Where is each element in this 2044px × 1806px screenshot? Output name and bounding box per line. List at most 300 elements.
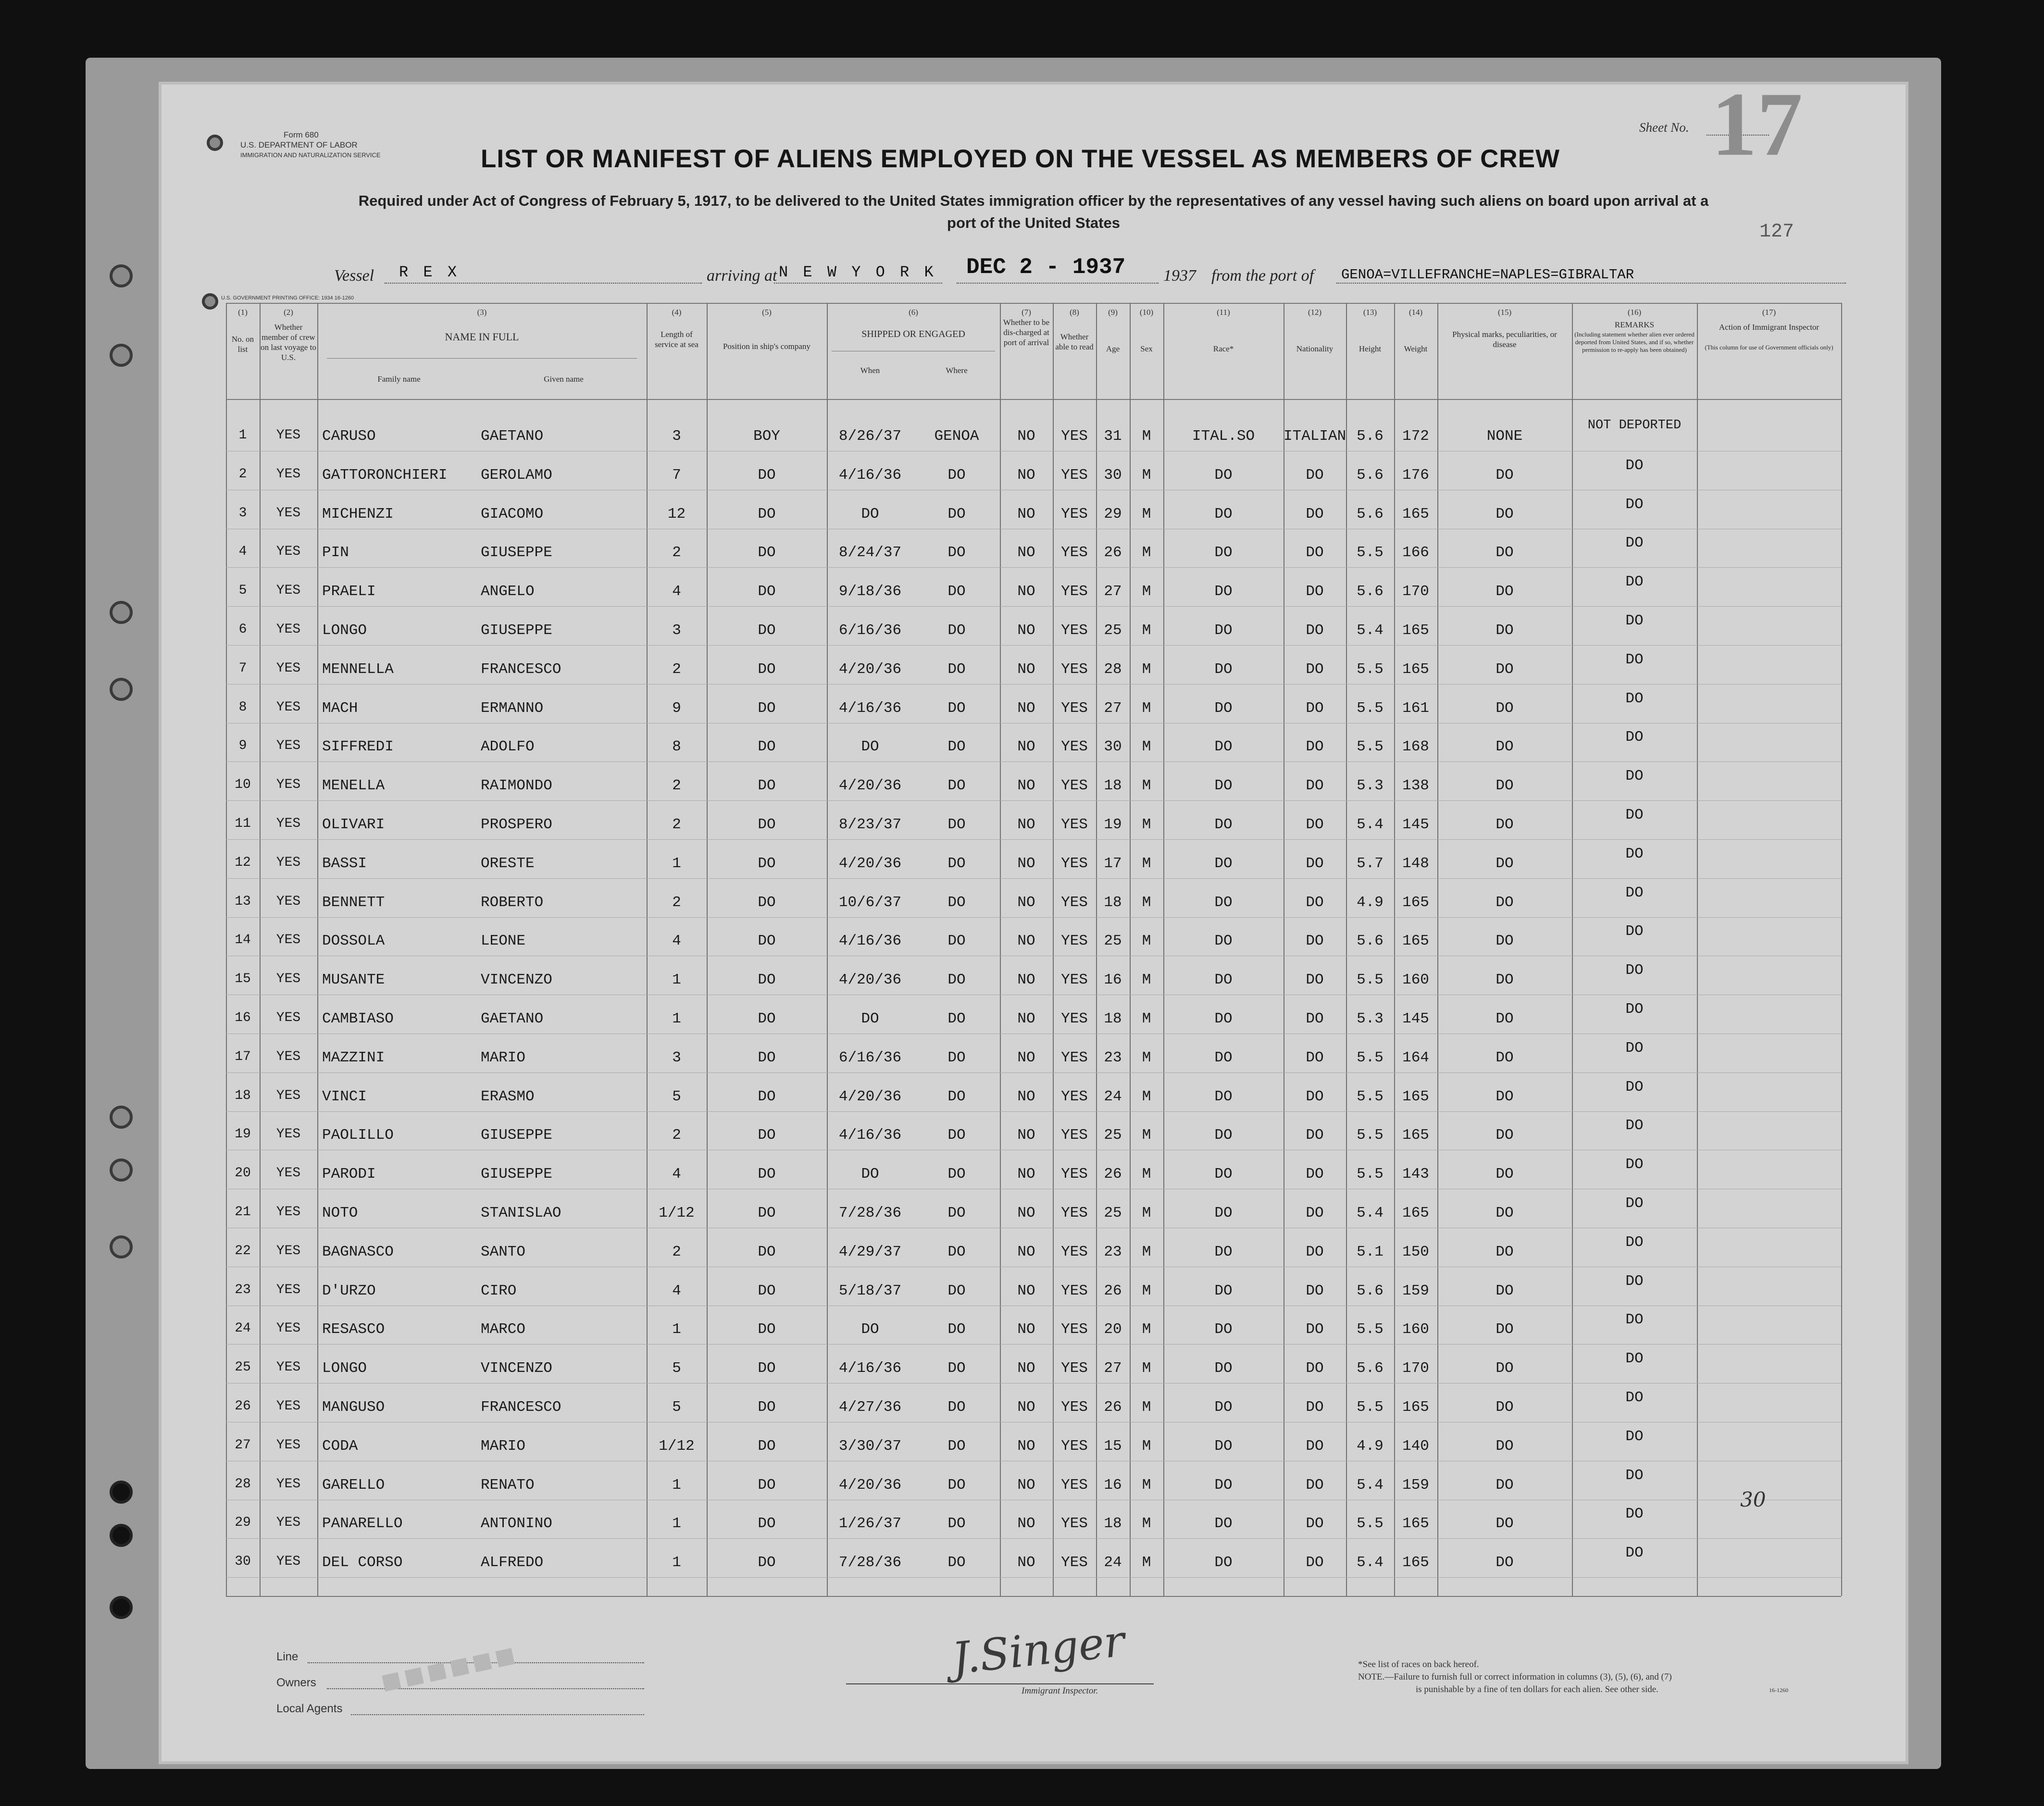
shipped-when-cell: DO — [861, 1010, 879, 1027]
nationality-cell: DO — [1306, 1282, 1324, 1299]
weight-cell: 164 — [1402, 1049, 1429, 1066]
prev-voyage-cell: YES — [276, 1437, 301, 1453]
age-cell: 27 — [1104, 583, 1122, 600]
family-name-cell: CODA — [322, 1437, 358, 1455]
nationality-cell: DO — [1306, 1205, 1324, 1221]
age-cell: 16 — [1104, 1476, 1122, 1494]
able-to-read-cell: YES — [1061, 1476, 1088, 1494]
remarks-cell: DO — [1625, 1506, 1644, 1523]
shipped-when-cell: 1/26/37 — [838, 1515, 902, 1532]
weight-cell: 165 — [1402, 1554, 1429, 1571]
given-name-cell: ERASMO — [481, 1088, 535, 1105]
race-cell: DO — [1214, 1437, 1233, 1455]
header-given-name: Given name — [544, 374, 584, 384]
footer-owners-field — [327, 1688, 644, 1689]
weight-cell: 165 — [1402, 1127, 1429, 1144]
row-number: 16 — [235, 1010, 251, 1025]
punch-hole — [202, 293, 218, 310]
table-row — [226, 1156, 1841, 1185]
height-cell: 4.9 — [1357, 894, 1383, 911]
sex-cell: M — [1142, 855, 1151, 872]
family-name-cell: GATTORONCHIERI — [322, 466, 448, 484]
table-row — [226, 1467, 1841, 1496]
discharged-cell: NO — [1017, 1399, 1035, 1416]
race-cell: DO — [1214, 1205, 1233, 1221]
given-name-cell: STANISLAO — [481, 1205, 561, 1221]
given-name-cell: SANTO — [481, 1243, 526, 1260]
prev-voyage-cell: YES — [276, 660, 301, 676]
shipped-where-cell: DO — [947, 777, 966, 795]
remarks-cell: DO — [1625, 457, 1644, 474]
shipped-when-cell: 8/23/37 — [838, 816, 902, 833]
height-cell: 5.6 — [1357, 505, 1383, 523]
physical-marks-cell: DO — [1496, 1010, 1514, 1027]
nationality-cell: DO — [1306, 660, 1324, 678]
height-cell: 4.9 — [1357, 1437, 1383, 1455]
nationality-cell: DO — [1306, 855, 1324, 872]
race-cell: DO — [1214, 466, 1233, 484]
sex-cell: M — [1142, 622, 1151, 639]
race-cell: DO — [1214, 1282, 1233, 1299]
race-cell: DO — [1214, 1554, 1233, 1571]
row-rule — [226, 839, 1841, 840]
position-cell: DO — [758, 583, 776, 600]
position-cell: DO — [758, 1049, 776, 1066]
faint-stamp: ■■■■■■ — [377, 1635, 522, 1701]
given-name-cell: ORESTE — [481, 855, 535, 872]
binder-hole — [110, 264, 133, 287]
table-row — [226, 1078, 1841, 1108]
position-cell: DO — [758, 1282, 776, 1299]
weight-cell: 145 — [1402, 1010, 1429, 1027]
row-number: 13 — [235, 894, 251, 909]
race-cell: DO — [1214, 1476, 1233, 1494]
family-name-cell: PRAELI — [322, 583, 376, 600]
weight-cell: 165 — [1402, 1088, 1429, 1105]
race-cell: DO — [1214, 583, 1233, 600]
header-age: Age — [1106, 344, 1120, 353]
row-number: 24 — [235, 1321, 251, 1336]
row-number: 25 — [235, 1360, 251, 1375]
table-row — [226, 962, 1841, 991]
header-no-on-list: No. on list — [231, 335, 254, 354]
able-to-read-cell: YES — [1061, 855, 1088, 872]
sex-cell: M — [1142, 1127, 1151, 1144]
position-cell: DO — [758, 894, 776, 911]
height-cell: 5.5 — [1357, 1127, 1383, 1144]
physical-marks-cell: DO — [1496, 1476, 1514, 1494]
printing-note: U.S. GOVERNMENT PRINTING OFFICE: 1934 16-1260 — [221, 295, 354, 301]
row-rule — [226, 761, 1841, 762]
position-cell: DO — [758, 1554, 776, 1571]
race-cell: DO — [1214, 1127, 1233, 1144]
remarks-cell: DO — [1625, 1001, 1644, 1018]
remarks-cell: DO — [1625, 962, 1644, 979]
margin-note: 30 — [1740, 1488, 1766, 1511]
column-number: (11) — [1217, 308, 1230, 317]
physical-marks-cell: DO — [1496, 1049, 1514, 1066]
position-cell: DO — [758, 933, 776, 950]
weight-cell: 176 — [1402, 466, 1429, 484]
shipped-when-cell: 6/16/36 — [838, 1049, 902, 1066]
prev-voyage-cell: YES — [276, 894, 301, 909]
footnote-penalty: NOTE.—Failure to furnish full or correct information in columns (3), (5), (6), and (7) — [1358, 1672, 1672, 1682]
nationality-cell: DO — [1306, 1166, 1324, 1183]
sheet-label: Sheet No. — [1639, 120, 1689, 135]
prev-voyage-cell: YES — [276, 855, 301, 870]
prev-voyage-cell: YES — [276, 428, 301, 443]
discharged-cell: NO — [1017, 1554, 1035, 1571]
service-length-cell: 1 — [672, 1554, 681, 1571]
row-rule — [226, 567, 1841, 568]
age-cell: 17 — [1104, 855, 1122, 872]
race-cell: DO — [1214, 699, 1233, 717]
discharged-cell: NO — [1017, 699, 1035, 717]
table-row — [226, 1311, 1841, 1340]
remarks-cell: DO — [1625, 768, 1644, 785]
able-to-read-cell: YES — [1061, 738, 1088, 756]
service-length-cell: 4 — [672, 933, 681, 950]
position-cell: DO — [758, 660, 776, 678]
physical-marks-cell: DO — [1496, 505, 1514, 523]
nationality-cell: DO — [1306, 738, 1324, 756]
given-name-cell: GAETANO — [481, 1010, 544, 1027]
service-length-cell: 2 — [672, 777, 681, 795]
shipped-when-cell: 4/16/36 — [838, 1127, 902, 1144]
sex-cell: M — [1142, 894, 1151, 911]
nationality-cell: DO — [1306, 1010, 1324, 1027]
page-subtitle — [207, 190, 1860, 234]
discharged-cell: NO — [1017, 777, 1035, 795]
shipped-when-cell: 4/20/36 — [838, 660, 902, 678]
given-name-cell: FRANCESCO — [481, 1399, 561, 1416]
discharged-cell: NO — [1017, 544, 1035, 561]
service-length-cell: 8 — [672, 738, 681, 756]
family-name-cell: VINCI — [322, 1088, 367, 1105]
height-cell: 5.6 — [1357, 583, 1383, 600]
age-cell: 16 — [1104, 972, 1122, 989]
able-to-read-cell: YES — [1061, 505, 1088, 523]
vessel-label: Vessel — [334, 267, 374, 285]
table-row — [226, 923, 1841, 952]
row-number: 8 — [238, 699, 247, 715]
column-number: (16) — [1627, 308, 1642, 317]
given-name-cell: LEONE — [481, 933, 526, 950]
header-position: Position in ship's company — [723, 342, 811, 351]
weight-cell: 165 — [1402, 622, 1429, 639]
row-number: 1 — [238, 428, 247, 443]
family-name-cell: LONGO — [322, 622, 367, 639]
age-cell: 29 — [1104, 505, 1122, 523]
weight-cell: 165 — [1402, 505, 1429, 523]
height-cell: 5.3 — [1357, 777, 1383, 795]
inspector-label: Immigrant Inspector. — [1022, 1686, 1098, 1696]
table-row — [226, 1350, 1841, 1379]
physical-marks-cell: DO — [1496, 777, 1514, 795]
race-cell: DO — [1214, 1243, 1233, 1260]
family-name-cell: NOTO — [322, 1205, 358, 1221]
weight-cell: 138 — [1402, 777, 1429, 795]
family-name-cell: PIN — [322, 544, 349, 561]
service-length-cell: 4 — [672, 1166, 681, 1183]
age-cell: 18 — [1104, 1010, 1122, 1027]
arrival-date-line — [957, 283, 1159, 284]
nationality-cell: DO — [1306, 777, 1324, 795]
able-to-read-cell: YES — [1061, 933, 1088, 950]
age-cell: 24 — [1104, 1554, 1122, 1571]
able-to-read-cell: YES — [1061, 816, 1088, 833]
service-length-cell: 2 — [672, 660, 681, 678]
table-row — [226, 651, 1841, 680]
table-row — [226, 845, 1841, 874]
age-cell: 27 — [1104, 1360, 1122, 1377]
given-name-cell: CIRO — [481, 1282, 517, 1299]
header-able-to-read: Whether able to read — [1055, 332, 1094, 351]
physical-marks-cell: DO — [1496, 1088, 1514, 1105]
prev-voyage-cell: YES — [276, 1243, 301, 1258]
height-cell: 5.6 — [1357, 1360, 1383, 1377]
nationality-cell: DO — [1306, 1554, 1324, 1571]
able-to-read-cell: YES — [1061, 1049, 1088, 1066]
remarks-cell: DO — [1625, 573, 1644, 591]
row-number: 21 — [235, 1205, 251, 1220]
service-length-cell: 7 — [672, 466, 681, 484]
prev-voyage-cell: YES — [276, 1127, 301, 1142]
prev-voyage-cell: YES — [276, 738, 301, 754]
sex-cell: M — [1142, 1088, 1151, 1105]
discharged-cell: NO — [1017, 1010, 1035, 1027]
position-cell: BOY — [753, 428, 780, 445]
height-cell: 5.5 — [1357, 1088, 1383, 1105]
header-remarks: REMARKS — [1614, 320, 1655, 329]
position-cell: DO — [758, 1127, 776, 1144]
age-cell: 26 — [1104, 1399, 1122, 1416]
shipped-where-cell: DO — [947, 1554, 966, 1571]
family-name-cell: DEL CORSO — [322, 1554, 403, 1571]
sex-cell: M — [1142, 505, 1151, 523]
column-number: (2) — [284, 308, 293, 317]
physical-marks-cell: DO — [1496, 1360, 1514, 1377]
family-name-cell: GARELLO — [322, 1476, 385, 1494]
age-cell: 25 — [1104, 1127, 1122, 1144]
discharged-cell: NO — [1017, 1205, 1035, 1221]
from-port-line — [1336, 283, 1846, 284]
prev-voyage-cell: YES — [276, 1049, 301, 1064]
header-physical-marks: Physical marks, peculiarities, or disease — [1452, 330, 1557, 349]
family-name-cell: MACH — [322, 699, 358, 717]
discharged-cell: NO — [1017, 1127, 1035, 1144]
remarks-cell: DO — [1625, 535, 1644, 552]
sex-cell: M — [1142, 1437, 1151, 1455]
prev-voyage-cell: YES — [276, 1399, 301, 1414]
shipped-when-cell: DO — [861, 505, 879, 523]
shipped-where-cell: DO — [947, 1049, 966, 1066]
shipped-when-cell: 4/20/36 — [838, 855, 902, 872]
discharged-cell: NO — [1017, 855, 1035, 872]
given-name-cell: ERMANNO — [481, 699, 544, 717]
sex-cell: M — [1142, 933, 1151, 950]
shipped-where-cell: DO — [947, 933, 966, 950]
age-cell: 28 — [1104, 660, 1122, 678]
physical-marks-cell: DO — [1496, 1437, 1514, 1455]
nationality-cell: DO — [1306, 1088, 1324, 1105]
family-name-cell: DOSSOLA — [322, 933, 385, 950]
weight-cell: 159 — [1402, 1282, 1429, 1299]
family-name-cell: PANARELLO — [322, 1515, 403, 1532]
column-number: (5) — [762, 308, 772, 317]
prev-voyage-cell: YES — [276, 1282, 301, 1297]
shipped-where-cell: DO — [947, 1515, 966, 1532]
row-rule — [226, 1072, 1841, 1073]
position-cell: DO — [758, 1166, 776, 1183]
nationality-cell: DO — [1306, 505, 1324, 523]
race-cell: DO — [1214, 816, 1233, 833]
weight-cell: 160 — [1402, 972, 1429, 989]
footnote-block — [1358, 1658, 1672, 1696]
row-rule — [226, 800, 1841, 801]
given-name-cell: ROBERTO — [481, 894, 544, 911]
sex-cell: M — [1142, 428, 1151, 445]
physical-marks-cell: DO — [1496, 1205, 1514, 1221]
height-cell: 5.5 — [1357, 738, 1383, 756]
shipped-when-cell: 4/16/36 — [838, 1360, 902, 1377]
shipped-when-cell: 10/6/37 — [838, 894, 902, 911]
shipped-where-cell: DO — [947, 1282, 966, 1299]
shipped-where-cell: DO — [947, 816, 966, 833]
remarks-cell: DO — [1625, 651, 1644, 668]
race-cell: DO — [1214, 1399, 1233, 1416]
shipped-where-cell: DO — [947, 505, 966, 523]
position-cell: DO — [758, 1437, 776, 1455]
position-cell: DO — [758, 1360, 776, 1377]
table-row — [226, 496, 1841, 525]
row-rule — [226, 1538, 1841, 1539]
table-row — [226, 1001, 1841, 1030]
height-cell: 5.6 — [1357, 466, 1383, 484]
given-name-cell: VINCENZO — [481, 972, 552, 989]
remarks-cell: DO — [1625, 1350, 1644, 1368]
weight-cell: 170 — [1402, 583, 1429, 600]
prev-voyage-cell: YES — [276, 1515, 301, 1531]
position-cell: DO — [758, 816, 776, 833]
able-to-read-cell: YES — [1061, 777, 1088, 795]
shipped-when-cell: 4/29/37 — [838, 1243, 902, 1260]
shipped-when-cell: 3/30/37 — [838, 1437, 902, 1455]
age-cell: 18 — [1104, 1515, 1122, 1532]
column-number: (10) — [1139, 308, 1154, 317]
header-family-name: Family name — [377, 374, 421, 384]
shipped-where-cell: DO — [947, 1437, 966, 1455]
given-name-cell: GIACOMO — [481, 505, 544, 523]
able-to-read-cell: YES — [1061, 1360, 1088, 1377]
physical-marks-cell: DO — [1496, 1166, 1514, 1183]
position-cell: DO — [758, 544, 776, 561]
age-cell: 30 — [1104, 466, 1122, 484]
position-cell: DO — [758, 1205, 776, 1221]
service-length-cell: 2 — [672, 544, 681, 561]
able-to-read-cell: YES — [1061, 660, 1088, 678]
weight-cell: 140 — [1402, 1437, 1429, 1455]
given-name-cell: RENATO — [481, 1476, 535, 1494]
prev-voyage-cell: YES — [276, 622, 301, 637]
able-to-read-cell: YES — [1061, 544, 1088, 561]
given-name-cell: VINCENZO — [481, 1360, 552, 1377]
shipped-where-cell: DO — [947, 1010, 966, 1027]
position-cell: DO — [758, 738, 776, 756]
family-name-cell: CAMBIASO — [322, 1010, 394, 1027]
age-cell: 23 — [1104, 1049, 1122, 1066]
weight-cell: 161 — [1402, 699, 1429, 717]
able-to-read-cell: YES — [1061, 1243, 1088, 1260]
remarks-cell: DO — [1625, 690, 1644, 707]
table-row — [226, 768, 1841, 797]
footer-agents-field — [351, 1714, 644, 1715]
service-length-cell: 2 — [672, 1243, 681, 1260]
prev-voyage-cell: YES — [276, 1205, 301, 1220]
height-cell: 5.5 — [1357, 699, 1383, 717]
race-cell: DO — [1214, 777, 1233, 795]
shipped-where-cell: DO — [947, 1088, 966, 1105]
prev-voyage-cell: YES — [276, 544, 301, 560]
race-cell: DO — [1214, 933, 1233, 950]
nationality-cell: DO — [1306, 1399, 1324, 1416]
service-length-cell: 1 — [672, 1476, 681, 1494]
physical-marks-cell: DO — [1496, 1243, 1514, 1260]
header-nationality: Nationality — [1296, 344, 1334, 353]
shipped-where-cell: DO — [947, 583, 966, 600]
remarks-cell: DO — [1625, 807, 1644, 823]
remarks-cell: DO — [1625, 1039, 1644, 1057]
shipped-when-cell: 6/16/36 — [838, 622, 902, 639]
given-name-cell: RAIMONDO — [481, 777, 552, 795]
given-name-cell: ANTONINO — [481, 1515, 552, 1532]
height-cell: 5.3 — [1357, 1010, 1383, 1027]
discharged-cell: NO — [1017, 1515, 1035, 1532]
header-inspector-note: (This column for use of Government officials only) — [1705, 344, 1833, 351]
row-number: 7 — [238, 660, 247, 676]
remarks-cell: DO — [1625, 845, 1644, 862]
service-length-cell: 9 — [672, 699, 681, 717]
race-cell: DO — [1214, 544, 1233, 561]
row-number: 14 — [235, 933, 251, 948]
sex-cell: M — [1142, 1166, 1151, 1183]
given-name-cell: GAETANO — [481, 428, 544, 445]
race-cell: DO — [1214, 622, 1233, 639]
prev-voyage-cell: YES — [276, 1010, 301, 1025]
binder-hole — [110, 678, 133, 701]
height-cell: 5.5 — [1357, 1515, 1383, 1532]
prev-voyage-cell: YES — [276, 505, 301, 521]
height-cell: 5.5 — [1357, 972, 1383, 989]
sex-cell: M — [1142, 544, 1151, 561]
binder-hole — [110, 1524, 133, 1547]
discharged-cell: NO — [1017, 738, 1035, 756]
table-row — [226, 1039, 1841, 1069]
header-race: Race* — [1213, 344, 1234, 353]
race-cell: DO — [1214, 660, 1233, 678]
sex-cell: M — [1142, 1515, 1151, 1532]
weight-cell: 165 — [1402, 894, 1429, 911]
weight-cell: 165 — [1402, 1399, 1429, 1416]
service-length-cell: 5 — [672, 1360, 681, 1377]
height-cell: 5.5 — [1357, 1399, 1383, 1416]
nationality-cell: DO — [1306, 1360, 1324, 1377]
height-cell: 5.4 — [1357, 1476, 1383, 1494]
race-cell: DO — [1214, 855, 1233, 872]
age-cell: 15 — [1104, 1437, 1122, 1455]
column-number: (8) — [1070, 308, 1079, 317]
family-name-cell: MENELLA — [322, 777, 385, 795]
